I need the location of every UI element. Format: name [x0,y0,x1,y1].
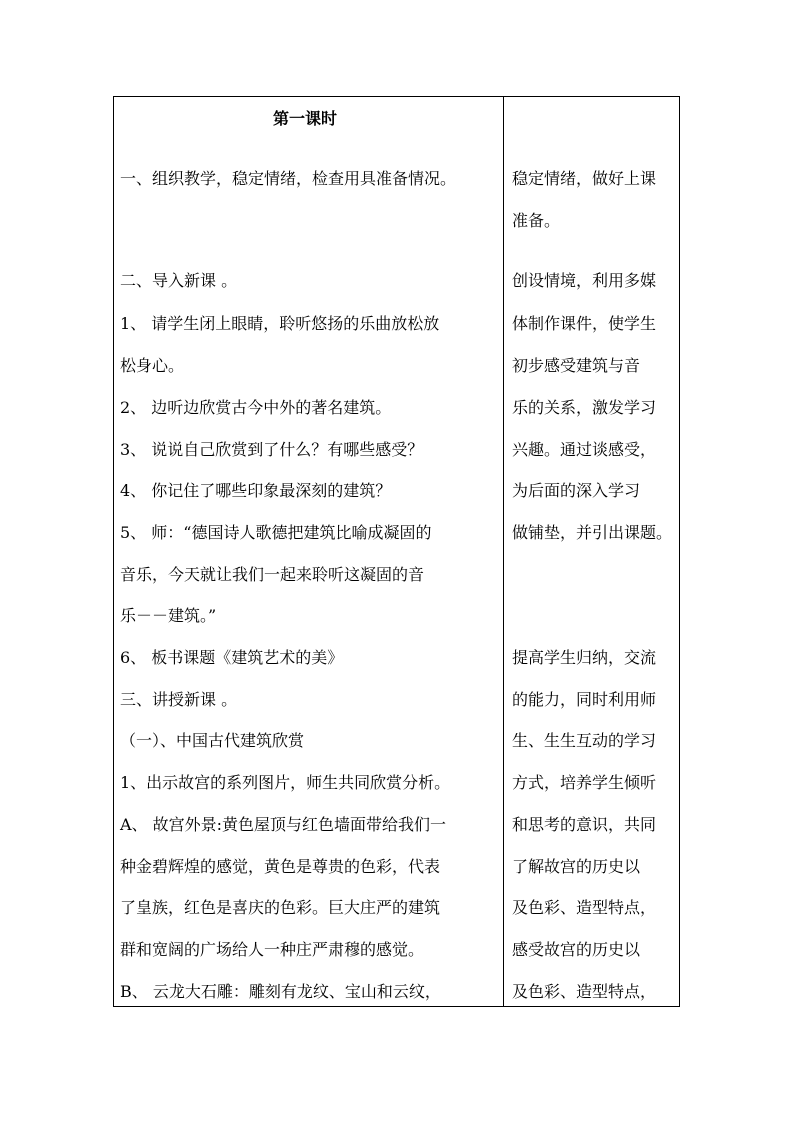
right-line: 的能力，同时利用师 [512,690,657,709]
left-line: 音乐，今天就让我们一起来聆听这凝固的音 [120,565,425,584]
left-line: 1、出示故宫的系列图片，师生共同欣赏分析。 [120,773,451,792]
left-line: 4、 你记住了哪些印象最深刻的建筑？ [120,481,392,500]
left-line: 3、 说说自己欣赏到了什么？有哪些感受？ [120,440,424,459]
right-line: 感受故宫的历史以 [512,940,641,959]
right-line: 乐的关系，激发学习 [512,398,657,417]
left-line: 三、讲授新课 。 [120,690,238,709]
left-line: 6、 板书课题《建筑艺术的美》 [120,648,344,667]
left-line: A、 故宫外景:黄色屋顶与红色墙面带给我们一 [120,815,447,834]
right-line: 稳定情绪，做好上课 [512,169,657,188]
left-line: （一）、中国古代建筑欣赏 [120,731,305,750]
column-divider [503,97,504,1006]
left-line: 一、组织教学，稳定情绪，检查用具准备情况。 [120,169,457,188]
lesson-title: 第一课时 [273,109,338,128]
left-line: 二、导入新课 。 [120,271,238,290]
left-line: 5、 师：“德国诗人歌德把建筑比喻成凝固的 [120,523,432,542]
left-line: B、 云龙大石雕：雕刻有龙纹、宝山和云纹， [120,982,441,1001]
left-line: 乐－－建筑。” [120,606,217,625]
right-line: 方式，培养学生倾听 [512,773,657,792]
right-line: 生、生生互动的学习 [512,731,657,750]
right-line: 兴趣。通过谈感受， [512,440,657,459]
right-line: 初步感受建筑与音 [512,356,641,375]
right-line: 提高学生归纳，交流 [512,648,657,667]
right-line: 准备。 [512,211,561,230]
right-line: 和思考的意识，共同 [512,815,657,834]
right-line: 创设情境，利用多媒 [512,271,657,290]
left-line: 松身心。 [120,356,185,375]
left-line: 1、 请学生闭上眼睛，聆听悠扬的乐曲放松放 [120,314,440,333]
left-line: 2、 边听边欣赏古今中外的著名建筑。 [120,398,392,417]
right-line: 做铺垫，并引出课题。 [512,523,673,542]
right-line: 为后面的深入学习 [512,481,641,500]
left-line: 了皇族，红色是喜庆的色彩。巨大庄严的建筑 [120,898,441,917]
left-line: 群和宽阔的广场给人一种庄严肃穆的感觉。 [120,940,425,959]
right-line: 及色彩、造型特点， [512,982,657,1001]
left-line: 种金碧辉煌的感觉，黄色是尊贵的色彩，代表 [120,857,441,876]
lesson-plan-table [113,96,680,1007]
right-line: 及色彩、造型特点， [512,898,657,917]
right-line: 了解故宫的历史以 [512,857,641,876]
right-line: 体制作课件，使学生 [512,314,657,333]
